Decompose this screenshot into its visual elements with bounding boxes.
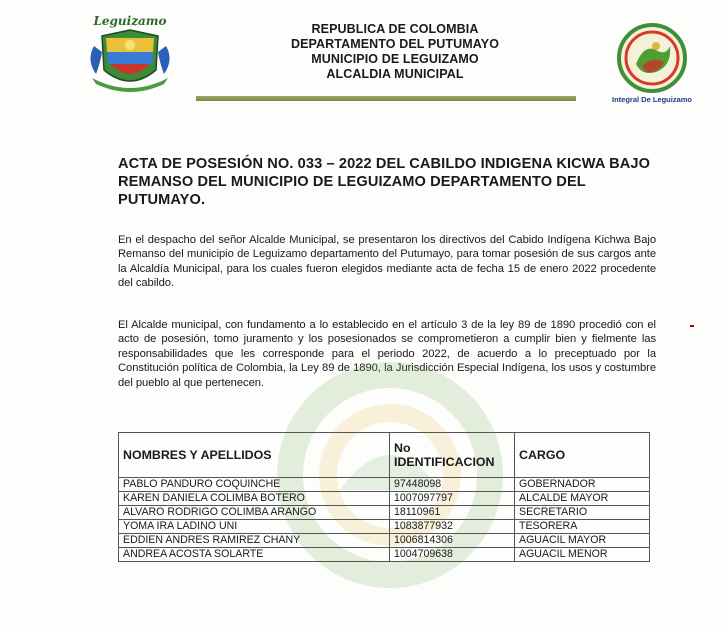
paragraph-intro: En el despacho del señor Alcalde Municipal, se presentaron los directivos del Cabido Indígena Kichwa Bajo Remanso del municipio de Leguizamo departamento del Putumayo, para tomar posesión de sus cargos ante la Alcaldía Municipal, para los cuales fueron elegidos mediante acta de fecha 15 de enero 2022 procedente del cabildo. — [118, 234, 656, 290]
administration-logo-caption: Integral De Leguizamo — [612, 95, 692, 104]
cell-position: AGUACIL MAYOR — [515, 534, 650, 548]
cell-id: 97448098 — [390, 478, 515, 492]
cell-position: ALCALDE MAYOR — [515, 492, 650, 506]
cell-name: PABLO PANDURO COQUINCHE — [119, 478, 390, 492]
cell-id: 1007097797 — [390, 492, 515, 506]
cell-position: GOBERNADOR — [515, 478, 650, 492]
letterhead-office: ALCALDIA MUNICIPAL — [326, 67, 464, 81]
cell-name: YOMA IRA LADINO UNI — [119, 520, 390, 534]
header-position: CARGO — [515, 433, 650, 478]
table-row — [119, 520, 650, 534]
table-header-row — [119, 433, 650, 478]
cell-id: 1006814306 — [390, 534, 515, 548]
letterhead-municipality: MUNICIPIO DE LEGUIZAMO — [311, 52, 479, 66]
table-row — [119, 506, 650, 520]
letterhead-country: REPUBLICA DE COLOMBIA — [311, 22, 479, 36]
header-identification: No IDENTIFICACION — [390, 433, 515, 478]
paragraph-legal-basis: El Alcalde municipal, con fundamento a lo establecido en el artículo 3 de la ley 89 de 1890 procedió con el acto de posesión, tomo juramento y los posesionados se comprometieron a cumplir bien y fielmente las responsabilidades que les corresponde para el periodo 2022, de acuerdo a lo preceptuado por la Constitución política de Colombia, la Ley 89 de 1890, la Jurisdicción Especial Indígena, los usos y costumbre del pueblo al que pertenecen. — [118, 319, 656, 389]
table-row — [119, 548, 650, 562]
cell-position: AGUACIL MENOR — [515, 548, 650, 562]
municipal-crest-logo — [80, 12, 180, 98]
letterhead-department: DEPARTAMENTO DEL PUTUMAYO — [290, 37, 500, 51]
cell-id: 18110961 — [390, 506, 515, 520]
cell-name: EDDIEN ANDRES RAMIREZ CHANY — [119, 534, 390, 548]
administration-logo — [612, 20, 692, 108]
officials-table — [118, 432, 650, 562]
crest-caption: Leguizamo — [93, 14, 167, 28]
table-row — [119, 492, 650, 506]
cell-name: ANDREA ACOSTA SOLARTE — [119, 548, 390, 562]
cell-position: TESORERA — [515, 520, 650, 534]
cell-name: ALVARO RODRIGO COLIMBA ARANGO — [119, 506, 390, 520]
cell-id: 1083877932 — [390, 520, 515, 534]
scan-speck — [690, 325, 694, 327]
header-names: NOMBRES Y APELLIDOS — [119, 433, 390, 478]
cell-position: SECRETARIO — [515, 506, 650, 520]
letterhead-divider — [196, 96, 576, 101]
table-row — [119, 534, 650, 548]
table-row — [119, 478, 650, 492]
cell-name: KAREN DANIELA COLIMBA BOTERO — [119, 492, 390, 506]
cell-id: 1004709638 — [390, 548, 515, 562]
letterhead — [230, 22, 560, 82]
document-title: ACTA DE POSESIÓN NO. 033 – 2022 DEL CABILDO INDIGENA KICWA BAJO REMANSO DEL MUNICIPIO DE LEGUIZAMO DEPARTAMENTO DEL PUTUMAYO. — [118, 156, 651, 208]
